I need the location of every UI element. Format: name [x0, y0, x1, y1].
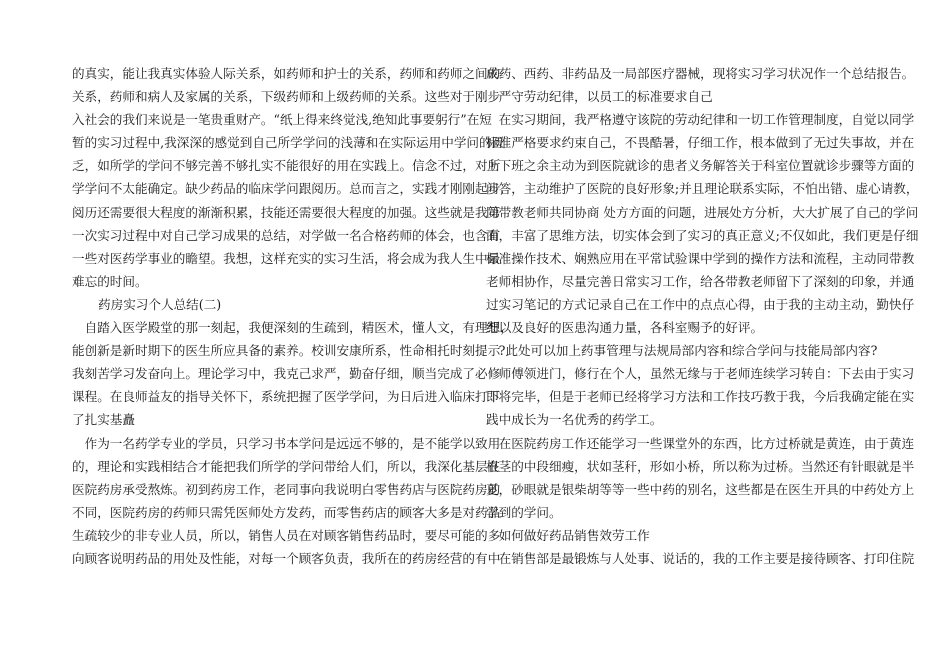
- text-line: 师傅领进门，修行在个人，虽然无缘与于老师连续学习转自：下去由于实习: [486, 366, 915, 382]
- text-line: 一次实习过程中对自己学习成果的总结，对学做一名合格药师的体会，也含有: [72, 227, 501, 243]
- text-line: 问答，主动维护了医院的良好形象;并且理论联系实际，不怕出错、虚心请教，: [486, 181, 919, 197]
- text-line: 了扎实基矗: [72, 412, 135, 428]
- text-line: 同带教老师共同协商 处方方面的问题，进展处方分析，大大扩展了自己的学问: [486, 204, 919, 220]
- text-line: 阅历还需要很大程度的渐渐积累，技能还需要很大程度的加强。这些就是我第: [72, 204, 501, 220]
- text-line: 能创新是新时期下的医生所应具备的素养。校训安康所系，性命相托时刻提示: [72, 343, 501, 359]
- text-line: 一些对医药学事业的瞻望。我想，这样充实的实习生活，将会成为我人生中最: [72, 250, 501, 266]
- text-line: 践中成长为一名优秀的药学工。: [486, 412, 663, 428]
- text-line: 的，理论和实践相结合才能把我们所学的学问带给人们，所以，我深化基层在: [72, 458, 501, 474]
- text-line: 课程。在良师益友的指导关怀下，系统把握了医学学问，为日后进入临床打下: [72, 389, 501, 405]
- text-line: 标准操作技术、娴熟应用在平常试验课中学到的操作方法和流程，主动同带教: [486, 250, 915, 266]
- text-line: 成药、西药、非药品及一局部医疗器械，现将实习学习状况作一个总结报告。: [486, 66, 915, 81]
- left-column: [72, 62, 513, 570]
- text-line: 关系，药师和病人及家属的关系，下级药师和上级药师的关系。这些对于刚步: [72, 89, 501, 105]
- text-line: 医院药房承受熬炼。初到药房工作，老同事向我说明白零售药店与医院药房的: [72, 481, 501, 497]
- text-line: 生疏较少的非专业人员，所以，销售人员在对顾客销售药品时，要尽可能的多: [72, 527, 501, 543]
- text-line: 夏，砂眼就是银柴胡等等一些中药的别名，这些都是在医生开具的中药处方上: [486, 481, 915, 497]
- text-line: 标准严格要求约束自己，不畏酷暑，仔细工作，根本做到了无过失事故，并在: [486, 135, 915, 151]
- text-line: 面，丰富了思维方法，切实体会到了实习的真正意义;不仅如此，我们更是仔细: [486, 227, 919, 243]
- section-heading: 如何做好药品销售效劳工作: [486, 527, 650, 543]
- text-line: 的真实，能让我真实体验人际关系，如药师和护士的关系，药师和药师之间的: [72, 66, 501, 81]
- text-line: 作为一名药学专业的学员，只学习书本学问是远远不够的，是不能学以致用: [72, 435, 501, 451]
- text-line: 在实习期间，我严格遵守该院的劳动纪律和一切工作管理制度，自觉以同学: [486, 112, 915, 128]
- text-line: 即将完毕，但是于老师已经将学习方法和工作技巧教于我，今后我确定能在实: [486, 389, 915, 405]
- text-line: 自踏入医学殿堂的那一刻起，我便深刻的生疏到，精医术，懂人文，有理想，: [72, 320, 513, 336]
- text-line: 我刻苦学习发奋向上。理论学习中，我克己求严，勤奋仔细，顺当完成了必修: [72, 366, 501, 382]
- text-line: 学到的学问。: [486, 504, 562, 520]
- section-heading: 药房实习个人总结(二): [98, 296, 222, 312]
- section-heading: 严守劳动纪律，以员工的标准要求自己: [486, 89, 713, 105]
- text-line: 根茎的中段细瘦，状如茎秆，形如小桥，所以称为过桥。当然还有针眼就是半: [486, 458, 915, 474]
- text-line: 乏，如所学的学问不够完善不够扎实不能很好的用在实践上。信念不过，对所: [72, 158, 501, 174]
- text-line: 暂的实习过程中,我深深的感觉到自己所学学问的浅薄和在实际运用中学问的匮: [72, 135, 505, 151]
- text-line: 在销售部是最锻炼与人处事、说话的，我的工作主要是接待顾客、打印住院: [486, 550, 915, 566]
- text-line: 向顾客说明药品的用处及性能，对每一个顾客负责，我所在的药房经营的有中: [72, 550, 501, 566]
- text-line: 入社会的我们来说是一笔贵重财产。“纸上得来终觉浅,绝知此事要躬行”在短: [72, 112, 492, 128]
- text-line: 难忘的时间。: [72, 273, 148, 289]
- text-line: 在医院药房工作还能学习一些课堂外的东西，比方过桥就是黄连，由于黄连: [486, 435, 915, 451]
- text-line: 过实习笔记的方式记录自己在工作中的点点心得，由于我的主动主动，勤快仔: [486, 296, 915, 312]
- text-line: 学学问不太能确定。缺少药品的临床学问跟阅历。总而言之，实践才刚刚起步,: [72, 181, 505, 197]
- text-line: 不同，医院药房的药师只需凭医师处方发药，而零售药店的顾客大多是对药品: [72, 504, 501, 520]
- text-line: 上下班之余主动为到医院就诊的患者义务解答关于科室位置就诊步骤等方面的: [486, 158, 915, 174]
- text-line: 老师相协作，尽量完善日常实习工作，给各带教老师留下了深刻的印象，并通: [486, 273, 915, 289]
- text-line: 细以及良好的医患沟通力量，各科室赐予的好评。: [486, 320, 764, 336]
- text-line: ?此处可以加上药事管理与法规局部内容和综合学问与技能局部内容?: [486, 343, 878, 359]
- right-column: [486, 62, 919, 570]
